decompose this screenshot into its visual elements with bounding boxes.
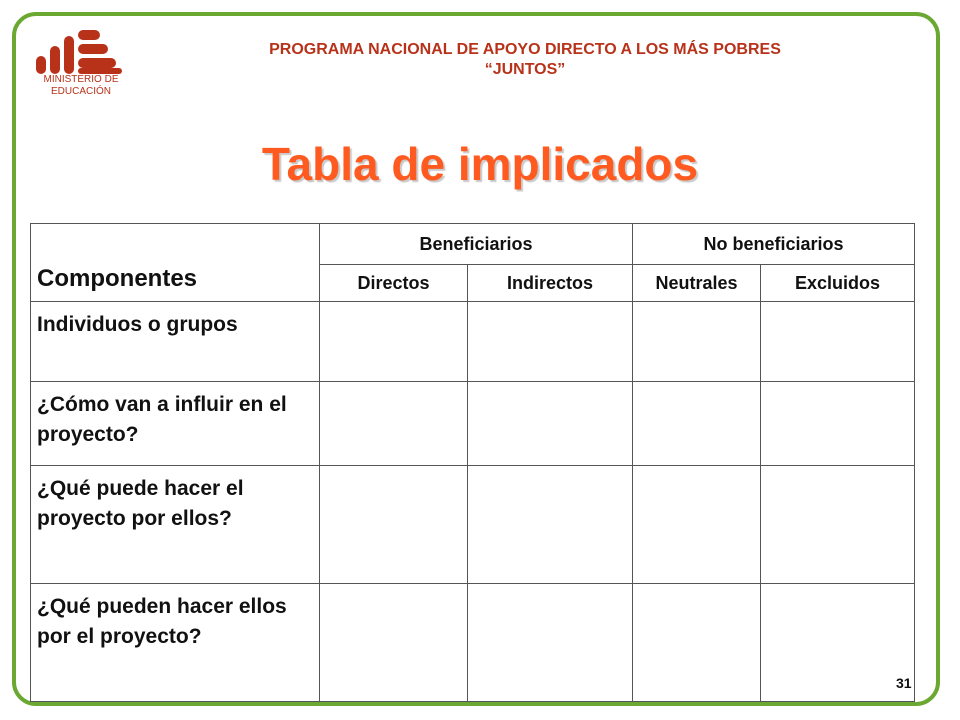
table-cell [320,382,468,466]
table-cell [320,584,468,702]
excluidos-header: Excluidos [761,265,915,302]
beneficiarios-header: Beneficiarios [320,224,633,265]
slide-title: Tabla de implicados [261,138,699,190]
components-header: Componentes [31,224,320,302]
no-beneficiarios-header: No beneficiarios [633,224,915,265]
logo-line-1: MINISTERIO DE [43,74,119,85]
table-cell [633,466,761,584]
indirectos-header: Indirectos [468,265,633,302]
header-line-1: PROGRAMA NACIONAL DE APOYO DIRECTO A LOS MÁS POBRES [269,41,781,58]
header-line-2: “JUNTOS” [484,61,566,78]
table-row [31,382,915,466]
ministry-logo-text [28,74,134,98]
row-label: ¿Qué pueden hacer ellos por el proyecto? [31,584,320,702]
table-cell [633,302,761,382]
table-cell [761,584,915,702]
row-label: ¿Cómo van a influir en el proyecto? [31,382,320,466]
table-cell [761,466,915,584]
table-cell [633,382,761,466]
table-cell [468,584,633,702]
table-cell [633,584,761,702]
table-row [31,302,915,382]
table-row [31,466,915,584]
table-cell [761,382,915,466]
table-cell [468,382,633,466]
table-cell [468,302,633,382]
row-label: ¿Qué puede hacer el proyecto por ellos? [31,466,320,584]
table-cell [468,466,633,584]
program-header [150,40,900,80]
directos-header: Directos [320,265,468,302]
table-cell [761,302,915,382]
logo-line-2: EDUCACIÓN [50,86,111,97]
table-row [31,584,915,702]
table-cell [320,302,468,382]
stakeholder-table [30,223,915,702]
neutrales-header: Neutrales [633,265,761,302]
table-cell [320,466,468,584]
row-label: Individuos o grupos [31,302,320,382]
page-number: 31 [896,675,912,691]
